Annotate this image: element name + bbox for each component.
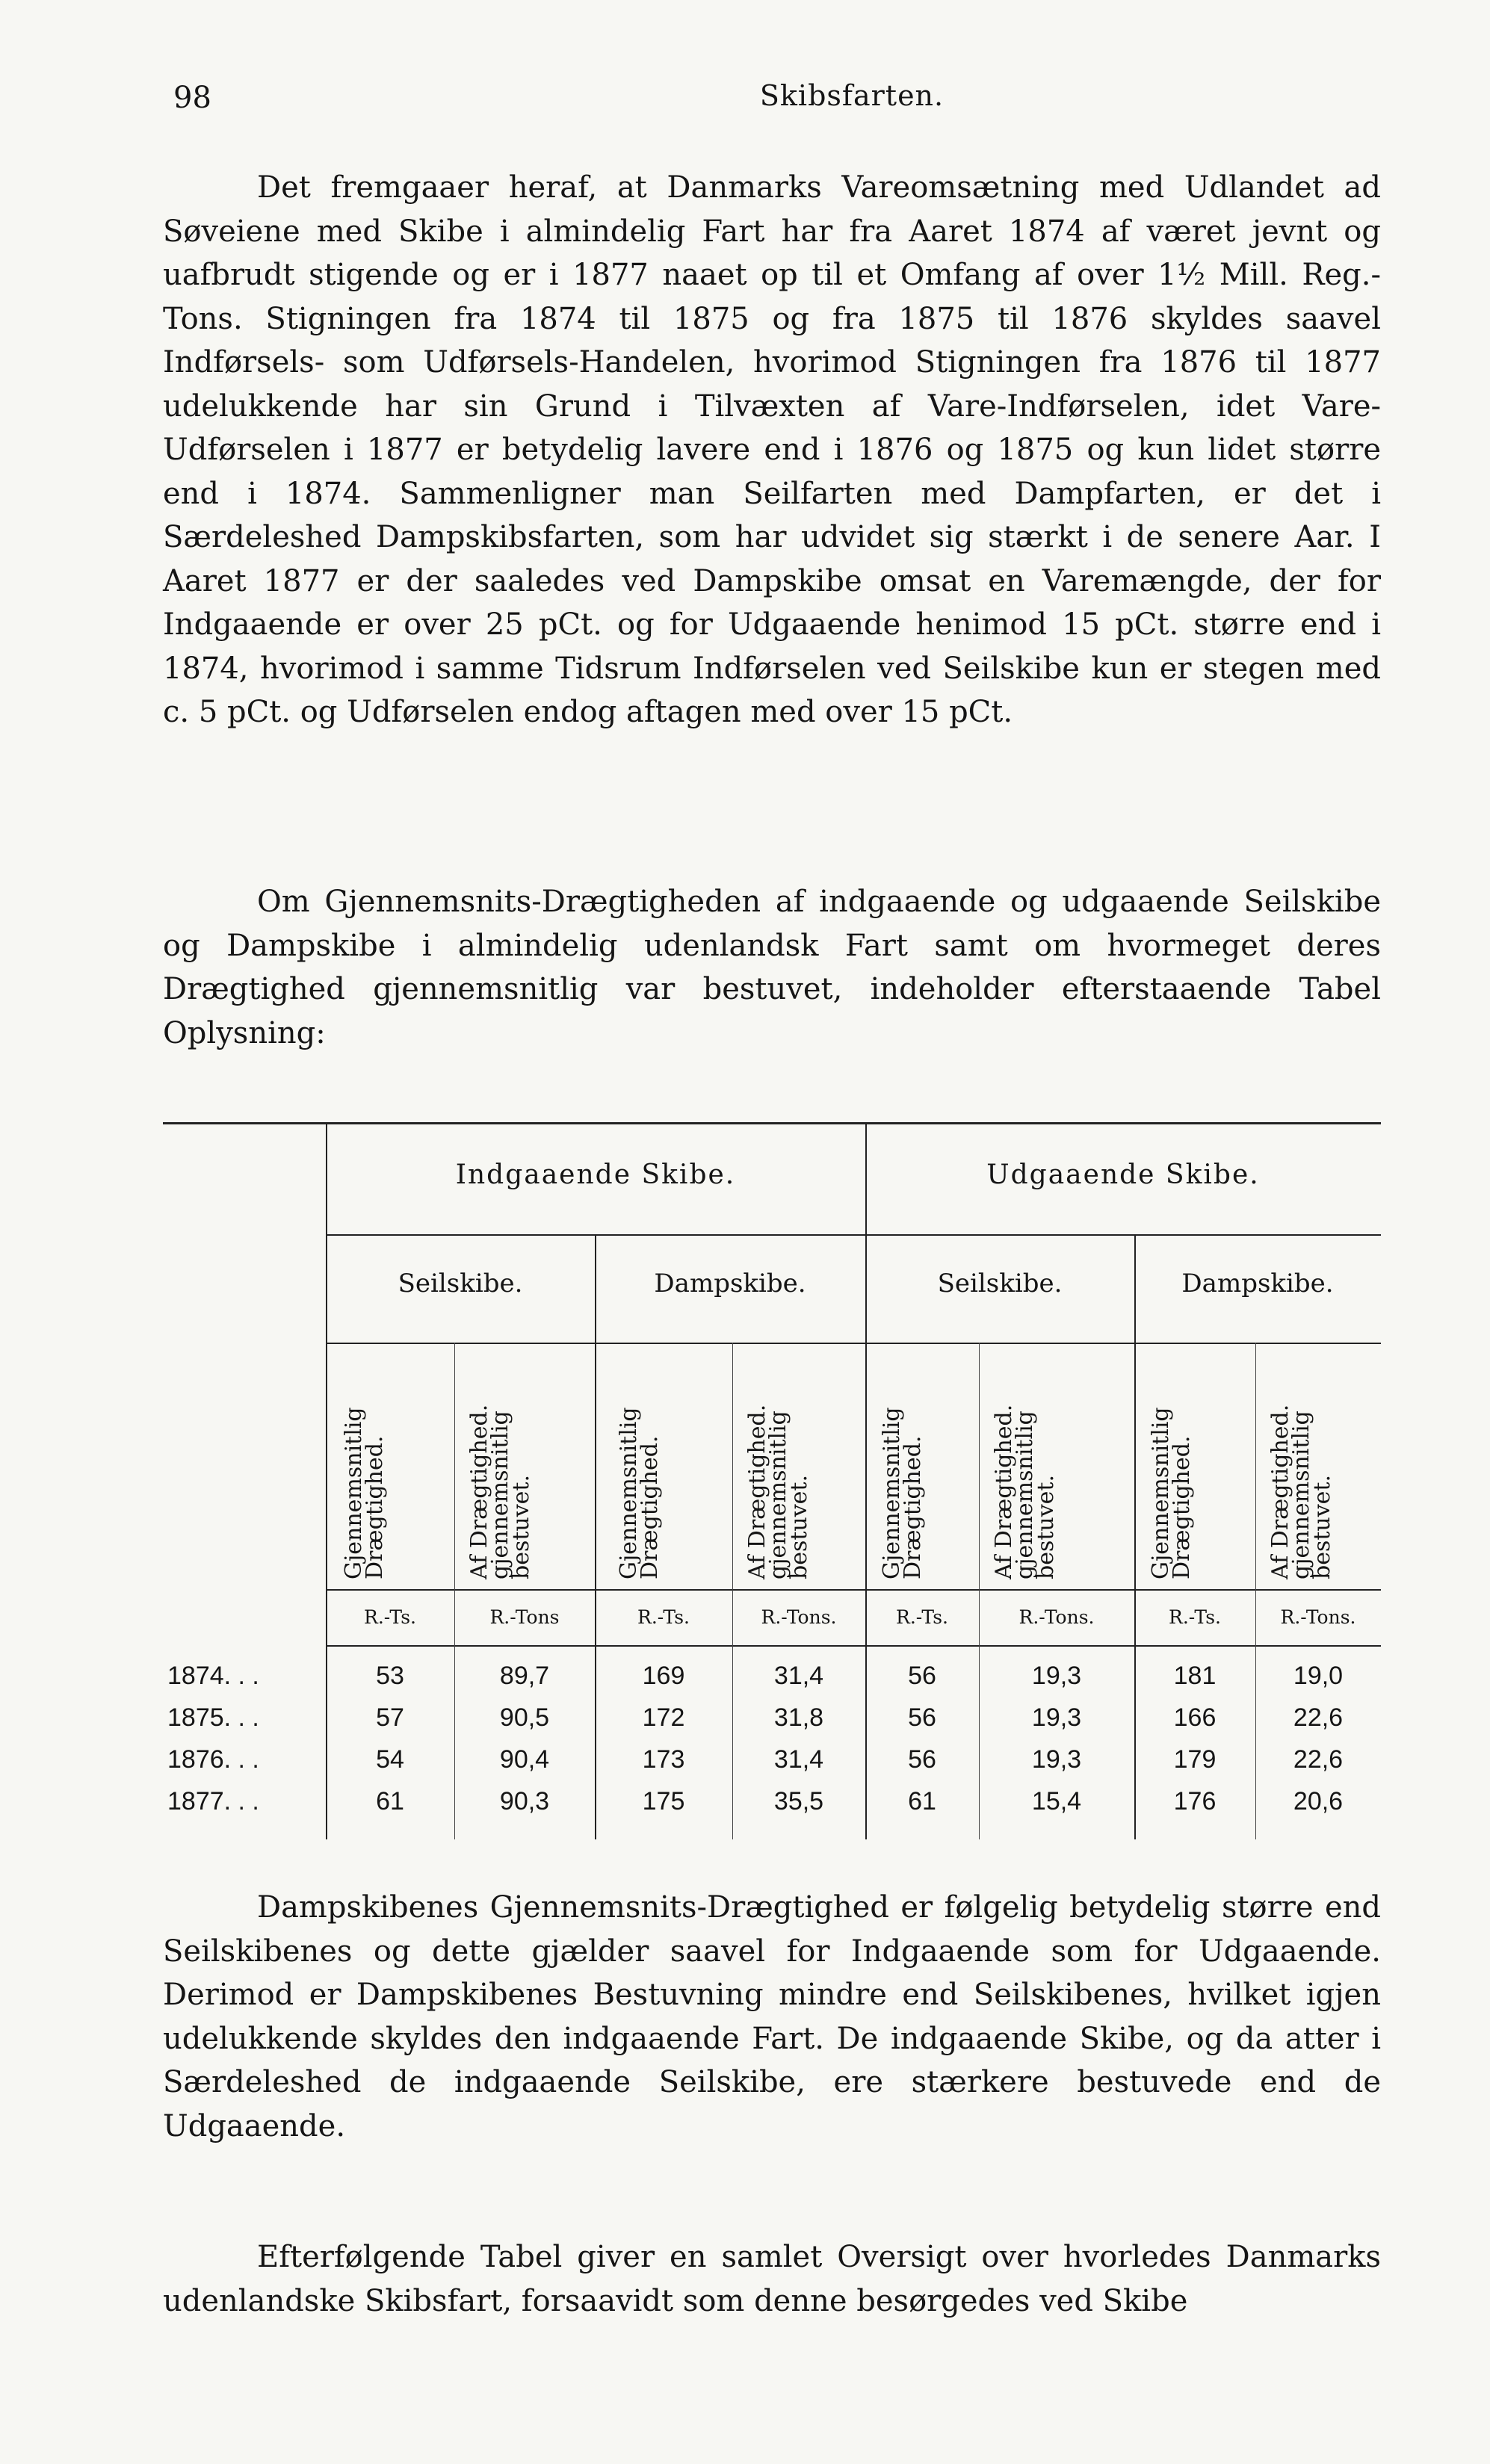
- paragraph-1: [163, 166, 1381, 734]
- table-cell: 56: [908, 1703, 936, 1732]
- table-cell: 53: [376, 1662, 404, 1690]
- table-cell: 90,5: [499, 1703, 550, 1732]
- page-number: 98: [173, 81, 211, 115]
- group-header-indgaaende: Indgaaende Skibe.: [455, 1160, 736, 1190]
- unit-5: R.-Ts.: [896, 1606, 948, 1628]
- col-header-5: Gjennemsnitlig Drægtighed.: [879, 1407, 926, 1579]
- table-cell: 89,7: [499, 1662, 550, 1690]
- row-year: 1874. . .: [167, 1662, 259, 1690]
- paragraph-3: [163, 1886, 1381, 2148]
- running-head: Skibsfarten.: [759, 79, 945, 112]
- table-cell: 31,4: [773, 1745, 824, 1774]
- sub-header-seilskibe-ind: Seilskibe.: [398, 1269, 523, 1298]
- table-cell: 19,3: [1031, 1703, 1082, 1732]
- col-header-8: Af Drægtighed. gjennemsnitlig bestuvet.: [1267, 1404, 1335, 1579]
- col-header-2: Af Drægtighed. gjennemsnitlig bestuvet.: [466, 1404, 534, 1579]
- paragraph-text: Om Gjennemsnits-Drægtigheden af indgaaende og udgaaende Seilskibe og Dampskibe i almindelig udenlandsk Fart samt om hvormeget deres Drægtighed gjennemsnitlig var bestuvet, indeholder efterstaaende Tabel Oplysning:: [163, 885, 1381, 1050]
- table-cell: 35,5: [773, 1787, 824, 1816]
- sub-header-dampskibe-ud: Dampskibe.: [1181, 1269, 1334, 1298]
- table-cell: 19,3: [1031, 1662, 1082, 1690]
- table-rule: [326, 1589, 1381, 1591]
- table-cell: 172: [642, 1703, 685, 1732]
- table-rule: [326, 1645, 1381, 1647]
- col-header-4: Af Drægtighed. gjennemsnitlig bestuvet.: [744, 1404, 812, 1579]
- group-header-udgaaende: Udgaaende Skibe.: [986, 1160, 1260, 1190]
- table-cell: 56: [908, 1662, 936, 1690]
- unit-7: R.-Ts.: [1169, 1606, 1221, 1628]
- table-cell: 166: [1173, 1703, 1217, 1732]
- table-cell: 19,0: [1293, 1662, 1344, 1690]
- col-header-6: Af Drægtighed. gjennemsnitlig bestuvet.: [991, 1404, 1059, 1579]
- col-header-1: Gjennemsnitlig Drægtighed.: [341, 1407, 388, 1579]
- table-cell: 31,4: [773, 1662, 824, 1690]
- unit-4: R.-Tons.: [761, 1606, 837, 1628]
- table-rule: [326, 1343, 1381, 1344]
- unit-3: R.-Ts.: [637, 1606, 690, 1628]
- drægtighed-table: [163, 1122, 1381, 1839]
- table-cell: 179: [1173, 1745, 1217, 1774]
- paragraph-text: Det fremgaaer heraf, at Danmarks Vareomsætning med Udlandet ad Søveiene med Skibe i almindelig Fart har fra Aaret 1874 af været jevnt og uafbrudt stigende og er i 1877 naaet op til et Omfang af over 1½ Mill. Reg.-Tons. Stigningen fra 1874 til 1875 og fra 1875 til 1876 skyldes saavel Indførsels- som Udførsels-Handelen, hvorimod Stigningen fra 1876 til 1877 udelukkende har sin Grund i Tilvæxten af Vare-Indførselen, idet Vare-Udførselen i 1877 er betydelig lavere end i 1876 og 1875 og kun lidet større end i 1874. Sammenligner man Seilfarten med Dampfarten, er det i Særdeleshed Dampskibsfarten, som har udvidet sig stærkt i de senere Aar. I Aaret 1877 er der saaledes ved Dampskibe omsat en Varemængde, der for Indgaaende er over 25 pCt. og for Udgaaende henimod 15 pCt. større end i 1874, hvorimod i samme Tidsrum Indførselen ved Seilskibe kun er stegen med c. 5 pCt. og Udførselen endog aftagen med over 15 pCt.: [163, 170, 1381, 729]
- table-cell: 181: [1173, 1662, 1217, 1690]
- paragraph-text: Dampskibenes Gjennemsnits-Drægtighed er følgelig betydelig større end Seilskibenes og dette gjælder saavel for Indgaaende som for Udgaaende. Derimod er Dampskibenes Bestuvning mindre end Seilskibenes, hvilket igjen udelukkende skyldes den indgaaende Fart. De indgaaende Skibe, og da atter i Særdeleshed de indgaaende Seilskibe, ere stærkere bestuvede end de Udgaaende.: [163, 1890, 1381, 2143]
- row-year: 1877. . .: [167, 1787, 259, 1816]
- paragraph-4: [163, 2235, 1381, 2323]
- sub-header-seilskibe-ud: Seilskibe.: [937, 1269, 1063, 1298]
- paragraph-text: Efterfølgende Tabel giver en samlet Oversigt over hvorledes Danmarks udenlandske Skibsfart, forsaavidt som denne besørgedes ved Skibe: [163, 2240, 1381, 2318]
- table-cell: 15,4: [1031, 1787, 1082, 1816]
- table-cell: 54: [376, 1745, 404, 1774]
- table-rule: [326, 1234, 1381, 1236]
- table-cell: 90,4: [499, 1745, 550, 1774]
- unit-6: R.-Tons.: [1018, 1606, 1095, 1628]
- col-header-7: Gjennemsnitlig Drægtighed.: [1148, 1407, 1195, 1579]
- col-header-3: Gjennemsnitlig Drægtighed.: [616, 1407, 663, 1579]
- table-cell: 19,3: [1031, 1745, 1082, 1774]
- table-cell: 22,6: [1293, 1745, 1344, 1774]
- row-year: 1875. . .: [167, 1703, 259, 1732]
- table-cell: 31,8: [773, 1703, 824, 1732]
- table-cell: 169: [642, 1662, 685, 1690]
- table-cell: 90,3: [499, 1787, 550, 1816]
- table-top-rule: [163, 1122, 1381, 1124]
- table-cell: 57: [376, 1703, 404, 1732]
- table-cell: 176: [1173, 1787, 1217, 1816]
- unit-2: R.-Tons: [489, 1606, 560, 1628]
- table-cell: 175: [642, 1787, 685, 1816]
- table-cell: 20,6: [1293, 1787, 1344, 1816]
- table-cell: 56: [908, 1745, 936, 1774]
- table-cell: 22,6: [1293, 1703, 1344, 1732]
- unit-8: R.-Tons.: [1280, 1606, 1356, 1628]
- row-year: 1876. . .: [167, 1745, 259, 1774]
- sub-header-dampskibe-ind: Dampskibe.: [654, 1269, 806, 1298]
- unit-1: R.-Ts.: [364, 1606, 416, 1628]
- table-cell: 61: [908, 1787, 936, 1816]
- table-cell: 61: [376, 1787, 404, 1816]
- paragraph-2: [163, 880, 1381, 1055]
- table-cell: 173: [642, 1745, 685, 1774]
